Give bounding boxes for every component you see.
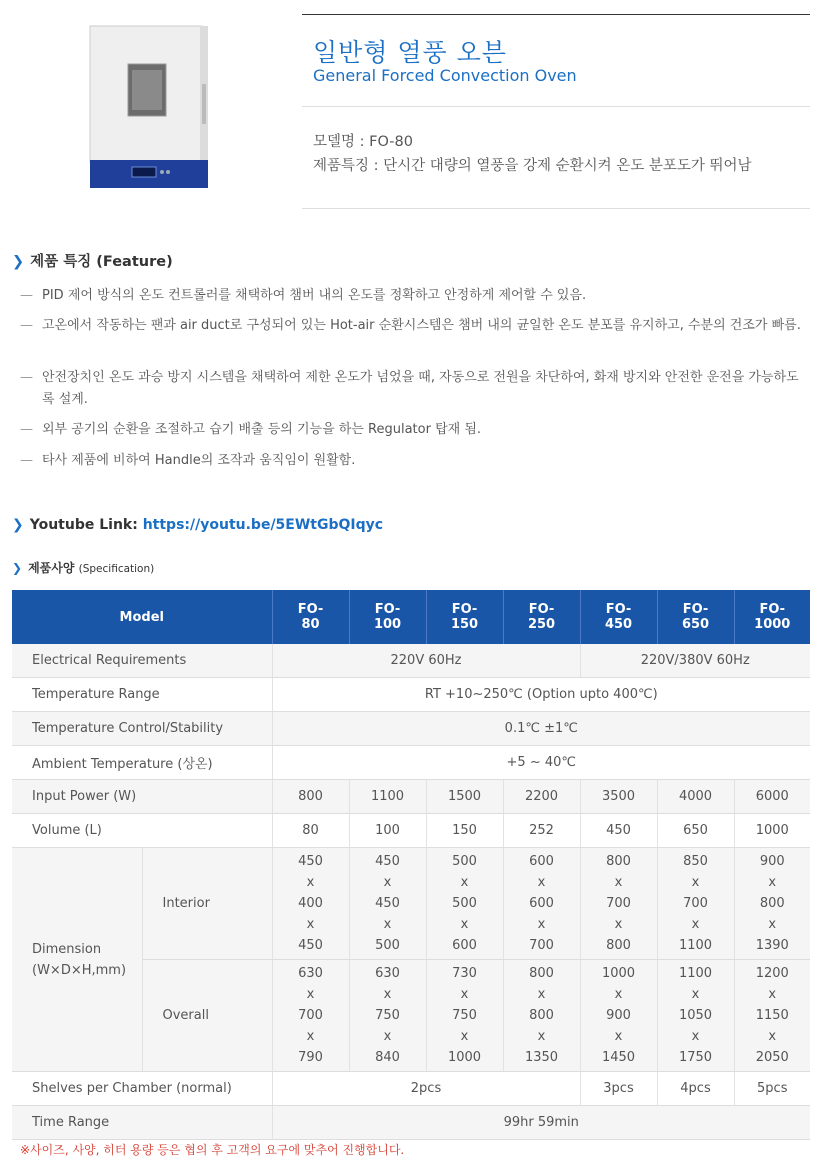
table-cell: 3500 bbox=[580, 780, 657, 814]
dimension-cell: 500 x 500 x 600 bbox=[426, 848, 503, 960]
chevron-right-icon: ❯ bbox=[12, 254, 25, 270]
product-title-ko: 일반형 열풍 오븐 bbox=[313, 38, 507, 67]
dimension-cell: 1000 x 900 x 1450 bbox=[580, 960, 657, 1072]
table-row bbox=[12, 746, 810, 780]
spec-heading: ❯ 제품사양 (Specification) bbox=[12, 561, 155, 575]
header-bottom-divider bbox=[302, 208, 810, 209]
row-label: Electrical Requirements bbox=[12, 644, 272, 678]
youtube-link[interactable]: https://youtu.be/5EWtGbQIqyc bbox=[142, 517, 384, 533]
chevron-right-icon: ❯ bbox=[12, 561, 23, 575]
feature-item: — 고온에서 작동하는 팬과 air duct로 구성되어 있는 Hot-air 순환시스템은 챔버 내의 균일한 온도 분포를 유지하고, 수분의 건조가 빠름. bbox=[20, 318, 801, 333]
row-label: Ambient Temperature (상온) bbox=[12, 746, 272, 780]
dimension-label: Dimension (W×D×H,mm) bbox=[12, 848, 142, 1072]
dimension-cell: 450 x 400 x 450 bbox=[272, 848, 349, 960]
dimension-cell: 900 x 800 x 1390 bbox=[734, 848, 810, 960]
table-cell: 220V 60Hz bbox=[272, 644, 580, 678]
dimension-cell: 630 x 700 x 790 bbox=[272, 960, 349, 1072]
overall-label: Overall bbox=[142, 960, 272, 1072]
interior-label: Interior bbox=[142, 848, 272, 960]
table-cell: 3pcs bbox=[580, 1072, 657, 1106]
table-cell: 6000 bbox=[734, 780, 810, 814]
dimension-cell: 800 x 700 x 800 bbox=[580, 848, 657, 960]
table-row bbox=[12, 1106, 810, 1140]
table-row bbox=[12, 848, 810, 960]
dimension-cell: 630 x 750 x 840 bbox=[349, 960, 426, 1072]
product-feature-summary: 제품특징 : 단시간 대량의 열풍을 강제 순환시켜 온도 분포도가 뛰어남 bbox=[313, 158, 752, 174]
header-top-line bbox=[302, 14, 810, 15]
table-cell: 450 bbox=[580, 814, 657, 848]
row-label: Temperature Control/Stability bbox=[12, 712, 272, 746]
table-cell: 220V/380V 60Hz bbox=[580, 644, 810, 678]
table-row bbox=[12, 678, 810, 712]
header-divider bbox=[302, 106, 810, 107]
dimension-cell: 600 x 600 x 700 bbox=[503, 848, 580, 960]
model-header: Model bbox=[12, 590, 272, 644]
dimension-cell: 800 x 800 x 1350 bbox=[503, 960, 580, 1072]
model-header-cell: FO- 450 bbox=[580, 590, 657, 644]
feature-item: — 타사 제품에 비하여 Handle의 조작과 움직임이 원활함. bbox=[20, 453, 356, 468]
youtube-section: ❯ Youtube Link: https://youtu.be/5EWtGbQIqyc bbox=[12, 517, 384, 533]
table-cell: 252 bbox=[503, 814, 580, 848]
spec-table bbox=[12, 590, 810, 1140]
dimension-cell: 1200 x 1150 x 2050 bbox=[734, 960, 810, 1072]
product-title-en: General Forced Convection Oven bbox=[313, 66, 577, 85]
model-name: 모델명 : FO-80 bbox=[313, 134, 413, 150]
table-cell: 2200 bbox=[503, 780, 580, 814]
feature-item: — 외부 공기의 순환을 조절하고 습기 배출 등의 기능을 하는 Regulator 탑재 됨. bbox=[20, 422, 482, 437]
table-row bbox=[12, 644, 810, 678]
table-cell: 650 bbox=[657, 814, 734, 848]
table-cell: +5 ~ 40℃ bbox=[272, 746, 810, 780]
table-row bbox=[12, 780, 810, 814]
table-cell: 1100 bbox=[349, 780, 426, 814]
table-cell: 99hr 59min bbox=[272, 1106, 810, 1140]
table-cell: 4000 bbox=[657, 780, 734, 814]
model-header-cell: FO- 80 bbox=[272, 590, 349, 644]
table-cell: 1500 bbox=[426, 780, 503, 814]
feature-item: — 안전장치인 온도 과승 방지 시스템을 채택하여 제한 온도가 넘었을 때, 자동으로 전원을 차단하여, 화재 방지와 안전한 운전을 가능하도록 설계. bbox=[20, 370, 799, 407]
model-header-cell: FO- 250 bbox=[503, 590, 580, 644]
row-label: Time Range bbox=[12, 1106, 272, 1140]
feature-item: — PID 제어 방식의 온도 컨트롤러를 채택하여 챔버 내의 온도를 정확하고 안정하게 제어할 수 있음. bbox=[20, 288, 587, 303]
table-cell: 2pcs bbox=[272, 1072, 580, 1106]
dimension-cell: 730 x 750 x 1000 bbox=[426, 960, 503, 1072]
table-cell: 80 bbox=[272, 814, 349, 848]
table-header-row bbox=[12, 590, 810, 644]
table-cell: 1000 bbox=[734, 814, 810, 848]
table-row bbox=[12, 1072, 810, 1106]
footnote: ※사이즈, 사양, 히터 용량 등은 협의 후 고객의 요구에 맞추어 진행합니다. bbox=[20, 1143, 405, 1157]
dimension-cell: 1100 x 1050 x 1750 bbox=[657, 960, 734, 1072]
table-cell: 0.1℃ ±1℃ bbox=[272, 712, 810, 746]
row-label: Temperature Range bbox=[12, 678, 272, 712]
table-cell: 4pcs bbox=[657, 1072, 734, 1106]
dimension-cell: 850 x 700 x 1100 bbox=[657, 848, 734, 960]
model-header-cell: FO- 100 bbox=[349, 590, 426, 644]
table-cell: RT +10~250℃ (Option upto 400℃) bbox=[272, 678, 810, 712]
chevron-right-icon: ❯ bbox=[12, 517, 24, 533]
feature-heading: ❯ 제품 특징 (Feature) bbox=[12, 254, 173, 270]
table-row bbox=[12, 814, 810, 848]
row-label: Shelves per Chamber (normal) bbox=[12, 1072, 272, 1106]
table-cell: 5pcs bbox=[734, 1072, 810, 1106]
table-cell: 800 bbox=[272, 780, 349, 814]
table-cell: 150 bbox=[426, 814, 503, 848]
table-cell: 100 bbox=[349, 814, 426, 848]
dimension-cell: 450 x 450 x 500 bbox=[349, 848, 426, 960]
table-row bbox=[12, 712, 810, 746]
row-label: Input Power (W) bbox=[12, 780, 272, 814]
model-header-cell: FO- 650 bbox=[657, 590, 734, 644]
model-header-cell: FO- 150 bbox=[426, 590, 503, 644]
oven-product-image bbox=[88, 24, 210, 190]
model-header-cell: FO- 1000 bbox=[734, 590, 810, 644]
row-label: Volume (L) bbox=[12, 814, 272, 848]
